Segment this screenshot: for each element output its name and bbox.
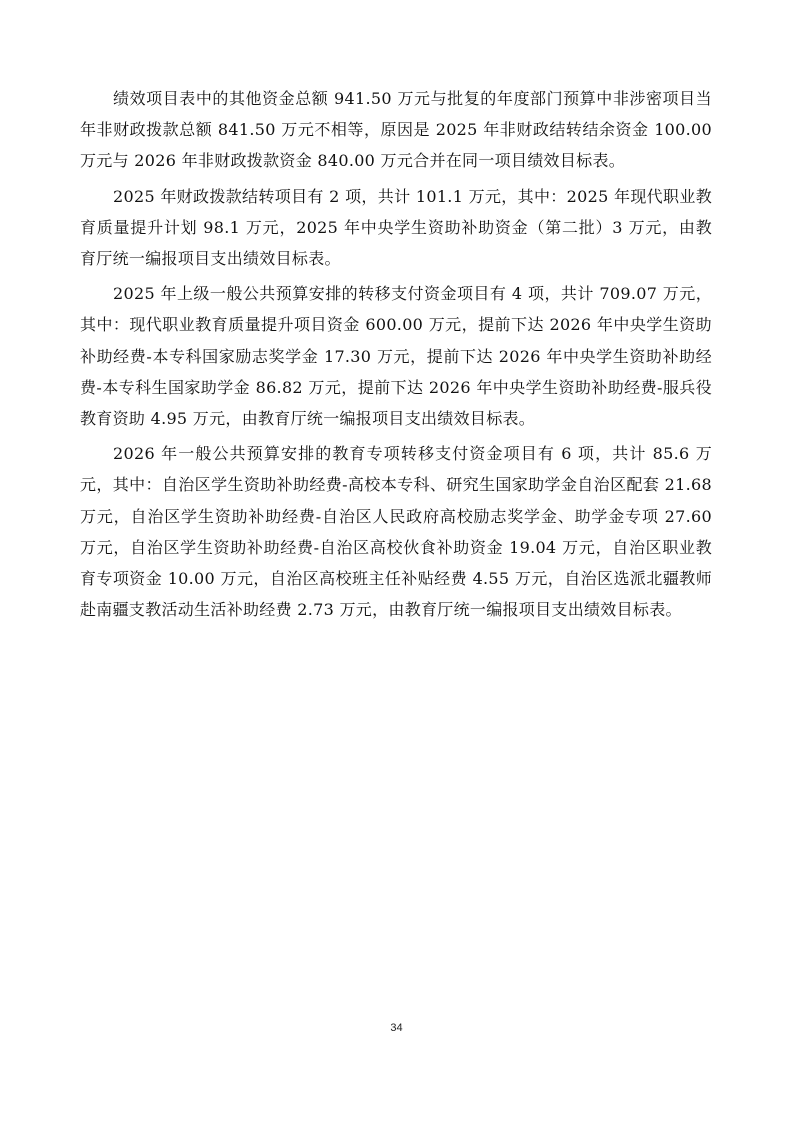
paragraph-carryover-projects: 2025 年财政拨款结转项目有 2 项，共计 101.1 万元，其中：2025 年现代职业教育质量提升计划 98.1 万元，2025 年中央学生资助补助资金（第二批）3 万元，由教育厅统一编报项目支出绩效目标表。: [80, 186, 712, 269]
paragraph-special-transfer-projects: 2026 年一般公共预算安排的教育专项转移支付资金项目有 6 项，共计 85.6 万元，其中：自治区学生资助补助经费-高校本专科、研究生国家助学金自治区配套 21.68 万元，自治区学生资助补助经费-自治区人民政府高校励志奖学金、助学金专项 27.60 万元，自治区学生资助补助经费-自治区高校伙食补助资金 19.04 万元，自治区职业教育专项资金 10.00 万元，自治区高校班主任补贴经费 4.55 万元，自治区选派北疆教师赴南疆支教活动生活补助经费 2.73 万元，由教育厅统一编报项目支出绩效目标表。: [80, 444, 712, 620]
document-body: [80, 83, 712, 629]
paragraph-other-funds: 绩效项目表中的其他资金总额 941.50 万元与批复的年度部门预算中非涉密项目当年非财政拨款总额 841.50 万元不相等，原因是 2025 年非财政结转结余资金 100.00 万元与 2026 年非财政拨款资金 840.00 万元合并在同一项目绩效目标表。: [80, 89, 712, 171]
page-number: 34: [390, 1022, 403, 1034]
paragraph-superior-transfer-projects: 2025 年上级一般公共预算安排的转移支付资金项目有 4 项，共计 709.07 万元，其中：现代职业教育质量提升项目资金 600.00 万元，提前下达 2026 年中央学生资助补助经费-本专科国家励志奖学金 17.30 万元，提前下达 2026 年中央学生资助补助经费-本专科生国家助学金 86.82 万元，提前下达 2026 年中央学生资助补助经费-服兵役教育资助 4.95 万元，由教育厅统一编报项目支出绩效目标表。: [80, 284, 712, 429]
